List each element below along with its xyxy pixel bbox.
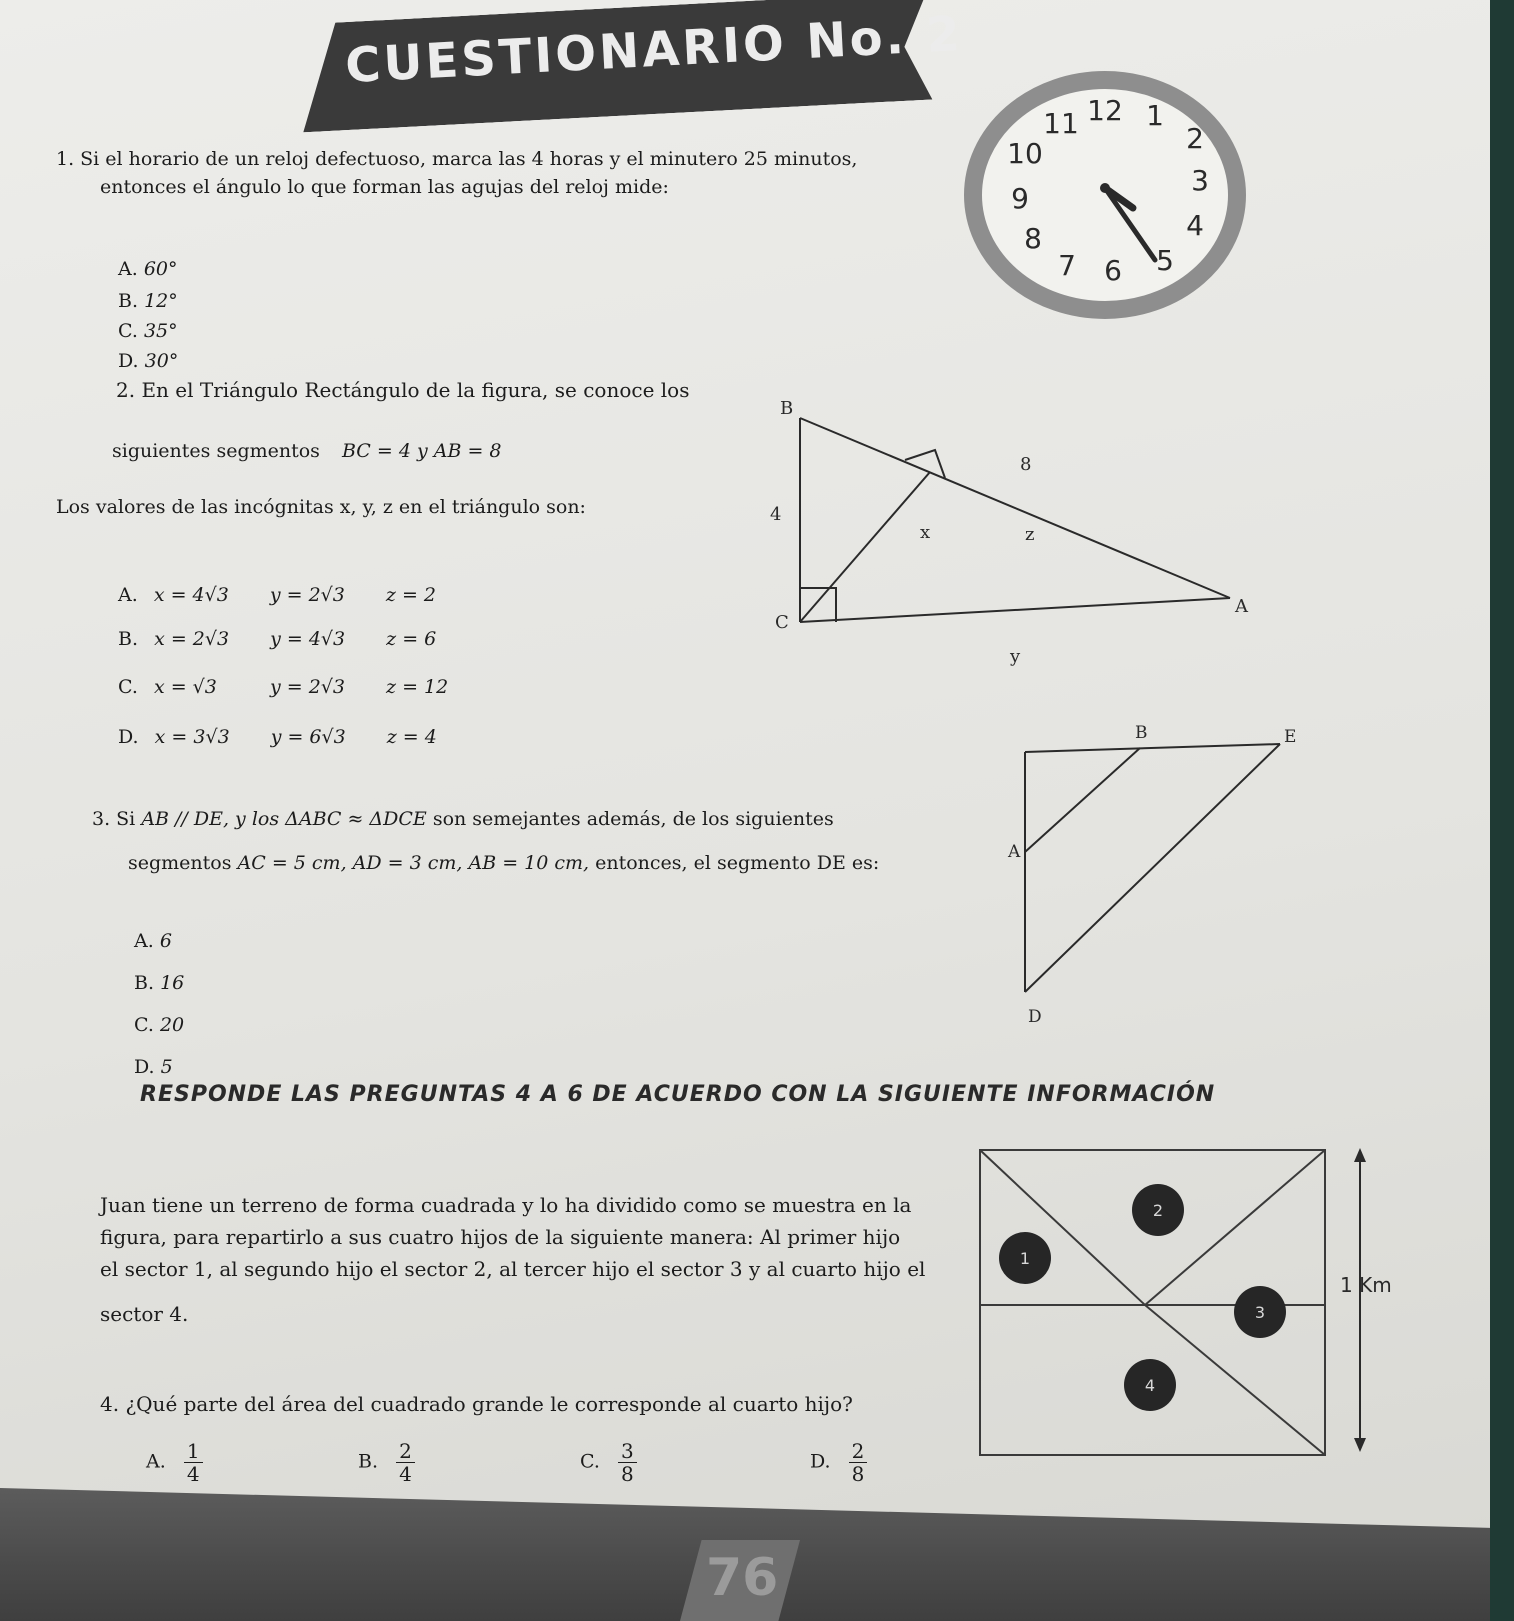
fraction-denominator: 4 bbox=[186, 1462, 200, 1486]
option-letter: A. bbox=[118, 258, 138, 280]
option-letter: D. bbox=[810, 1450, 831, 1473]
option-letter: C. bbox=[118, 320, 138, 342]
fraction-denominator: 8 bbox=[851, 1462, 865, 1486]
fraction-numerator: 2 bbox=[396, 1440, 415, 1463]
option-letter: D. bbox=[134, 1056, 155, 1078]
clock-number-11: 11 bbox=[1043, 107, 1079, 140]
arrow-up-icon bbox=[1354, 1148, 1366, 1162]
option-text: 30° bbox=[144, 350, 179, 372]
q1-option-a[interactable] bbox=[118, 258, 178, 280]
q3-line1-suffix: son semejantes además, de los siguientes bbox=[432, 808, 834, 830]
q3-option-b[interactable] bbox=[134, 972, 184, 994]
option-letter: C. bbox=[580, 1450, 600, 1473]
sector-markers bbox=[999, 1184, 1286, 1411]
sector-3-label: 3 bbox=[1254, 1303, 1266, 1322]
triangle-side-ca bbox=[800, 598, 1230, 622]
option-letter: C. bbox=[134, 1014, 154, 1036]
option-letter: A. bbox=[134, 930, 154, 952]
point-d-label: D bbox=[1028, 1007, 1042, 1027]
sector-2-label: 2 bbox=[1152, 1201, 1164, 1220]
option-text: 35° bbox=[143, 320, 178, 342]
option-text: 12° bbox=[144, 290, 178, 312]
option-y: y = 2√3 bbox=[270, 676, 346, 698]
q4-option-a[interactable] bbox=[146, 1440, 203, 1485]
q1-option-c[interactable] bbox=[118, 320, 178, 342]
option-y: y = 6√3 bbox=[270, 726, 346, 748]
option-fraction bbox=[618, 1440, 637, 1485]
fraction-denominator: 8 bbox=[620, 1462, 634, 1486]
clock-number-7: 7 bbox=[1058, 249, 1076, 282]
q3-line2 bbox=[128, 852, 879, 874]
option-letter: D. bbox=[118, 726, 139, 748]
label-z: z bbox=[1025, 524, 1035, 545]
info-line3: el sector 1, al segundo hijo el sector 2, al tercer hijo el sector 3 y al cuarto hijo el bbox=[100, 1257, 926, 1281]
segment-ab bbox=[1025, 748, 1140, 852]
q3-option-c[interactable] bbox=[134, 1014, 184, 1036]
vertex-b-label: B bbox=[780, 398, 794, 419]
option-text: 5 bbox=[160, 1056, 173, 1078]
info-line2: figura, para repartirlo a sus cuatro hijos de la siguiente manera: Al primer hijo bbox=[100, 1225, 901, 1249]
clock-number-9: 9 bbox=[1011, 182, 1029, 215]
clock-figure bbox=[955, 70, 1255, 330]
q1-option-b[interactable] bbox=[118, 290, 178, 312]
q2-line2 bbox=[112, 440, 502, 462]
fraction-numerator: 2 bbox=[849, 1440, 868, 1463]
segment-de bbox=[1025, 744, 1280, 992]
page-number: 76 bbox=[706, 1548, 779, 1608]
sector-1-label: 1 bbox=[1019, 1249, 1031, 1268]
q1-line2: entonces el ángulo lo que forman las agujas del reloj mide: bbox=[100, 176, 669, 198]
option-fraction bbox=[184, 1440, 203, 1485]
label-four: 4 bbox=[770, 504, 782, 525]
label-x: x bbox=[920, 522, 931, 543]
q4-option-d[interactable] bbox=[810, 1440, 867, 1485]
option-letter: A. bbox=[146, 1450, 166, 1473]
q3-line2-prefix: segmentos bbox=[128, 852, 232, 874]
option-x: x = 4√3 bbox=[153, 584, 229, 606]
fraction-numerator: 3 bbox=[618, 1440, 637, 1463]
clock-number-4: 4 bbox=[1186, 209, 1204, 242]
q3-line2-suffix: entonces, el segmento DE es: bbox=[595, 852, 880, 874]
clock-number-3: 3 bbox=[1191, 164, 1209, 197]
q2-option-a[interactable] bbox=[118, 584, 436, 606]
q3-line1-prefix: 3. Si bbox=[92, 808, 136, 830]
clock-number-2: 2 bbox=[1186, 122, 1204, 155]
option-letter: B. bbox=[134, 972, 155, 994]
triangle-side-ba bbox=[800, 418, 1230, 598]
option-letter: B. bbox=[118, 290, 139, 312]
vertex-c-label: C bbox=[775, 612, 789, 633]
clock-center bbox=[1100, 183, 1110, 193]
vertex-a-label: A bbox=[1235, 596, 1248, 617]
q2-line2-prefix: siguientes segmentos bbox=[112, 440, 320, 462]
label-eight: 8 bbox=[1020, 454, 1032, 475]
q2-given-segments: BC = 4 y AB = 8 bbox=[341, 440, 502, 462]
info-line4: sector 4. bbox=[100, 1302, 189, 1326]
option-x: x = √3 bbox=[153, 676, 217, 698]
clock-number-5: 5 bbox=[1156, 244, 1174, 277]
point-b-label: B bbox=[1135, 723, 1148, 743]
q3-line2-math: AC = 5 cm, AD = 3 cm, AB = 10 cm, bbox=[237, 852, 590, 874]
info-line1: Juan tiene un terreno de forma cuadrada y lo ha dividido como se muestra en la bbox=[100, 1193, 912, 1217]
clock-number-10: 10 bbox=[1007, 137, 1043, 170]
q3-option-d[interactable] bbox=[134, 1056, 173, 1078]
q3-line1 bbox=[92, 808, 834, 830]
page-title: CUESTIONARIO No. 2 bbox=[343, 5, 965, 95]
option-z: z = 4 bbox=[386, 726, 437, 748]
fraction-numerator: 1 bbox=[184, 1440, 203, 1463]
option-z: z = 2 bbox=[385, 584, 437, 606]
q4-option-b[interactable] bbox=[358, 1440, 415, 1485]
option-text: 6 bbox=[159, 930, 172, 952]
option-letter: B. bbox=[118, 628, 139, 650]
triangle-altitude bbox=[800, 472, 930, 622]
option-z: z = 6 bbox=[386, 628, 437, 650]
clock-number-12: 12 bbox=[1087, 94, 1123, 127]
option-x: x = 3√3 bbox=[154, 726, 230, 748]
q1-option-d[interactable] bbox=[118, 350, 178, 372]
q4-option-c[interactable] bbox=[580, 1440, 637, 1485]
option-fraction bbox=[849, 1440, 868, 1485]
q3-line1-math: AB // DE, y los ΔABC ≈ ΔDCE bbox=[141, 808, 427, 830]
q2-line3: Los valores de las incógnitas x, y, z en el triángulo son: bbox=[56, 496, 586, 518]
square-terrain-figure bbox=[975, 1140, 1415, 1470]
q3-option-a[interactable] bbox=[134, 930, 172, 952]
right-triangle-figure bbox=[740, 390, 1248, 670]
clock-number-1: 1 bbox=[1146, 99, 1164, 132]
q2-line1: 2. En el Triángulo Rectángulo de la figura, se conoce los bbox=[116, 378, 690, 402]
q4-question: 4. ¿Qué parte del área del cuadrado grande le corresponde al cuarto hijo? bbox=[100, 1392, 853, 1416]
option-letter: D. bbox=[118, 350, 139, 372]
option-letter: A. bbox=[118, 584, 138, 606]
option-z: z = 12 bbox=[386, 676, 449, 698]
point-e-label: E bbox=[1284, 727, 1297, 747]
terrain-diagonal-left bbox=[980, 1150, 1145, 1305]
clock-number-8: 8 bbox=[1024, 222, 1042, 255]
fraction-denominator: 4 bbox=[399, 1462, 412, 1486]
option-x: x = 2√3 bbox=[154, 628, 230, 650]
q1-line1: 1. Si el horario de un reloj defectuoso, marca las 4 horas y el minutero 25 minutos, bbox=[56, 148, 858, 170]
dimension-label: 1 Km bbox=[1340, 1273, 1392, 1297]
point-a-label: A bbox=[1008, 842, 1021, 862]
option-text: 60° bbox=[143, 258, 178, 280]
clock-number-6: 6 bbox=[1104, 254, 1122, 287]
option-y: y = 2√3 bbox=[269, 584, 345, 606]
option-text: 20 bbox=[159, 1014, 185, 1036]
label-y: y bbox=[1010, 646, 1021, 667]
option-letter: C. bbox=[118, 676, 138, 698]
option-fraction bbox=[396, 1440, 415, 1485]
option-y: y = 4√3 bbox=[270, 628, 346, 650]
sector-4-label: 4 bbox=[1144, 1376, 1156, 1395]
q2-option-d[interactable] bbox=[118, 726, 437, 748]
option-text: 16 bbox=[160, 972, 185, 994]
option-letter: B. bbox=[358, 1450, 379, 1473]
q2-option-b[interactable] bbox=[118, 628, 436, 650]
similar-triangles-figure bbox=[1000, 722, 1300, 1032]
section-header: RESPONDE LAS PREGUNTAS 4 A 6 DE ACUERDO CON LA SIGUIENTE INFORMACIÓN bbox=[140, 1082, 1216, 1107]
arrow-down-icon bbox=[1354, 1438, 1366, 1452]
segment-be bbox=[1025, 744, 1280, 752]
q2-option-c[interactable] bbox=[118, 676, 448, 698]
